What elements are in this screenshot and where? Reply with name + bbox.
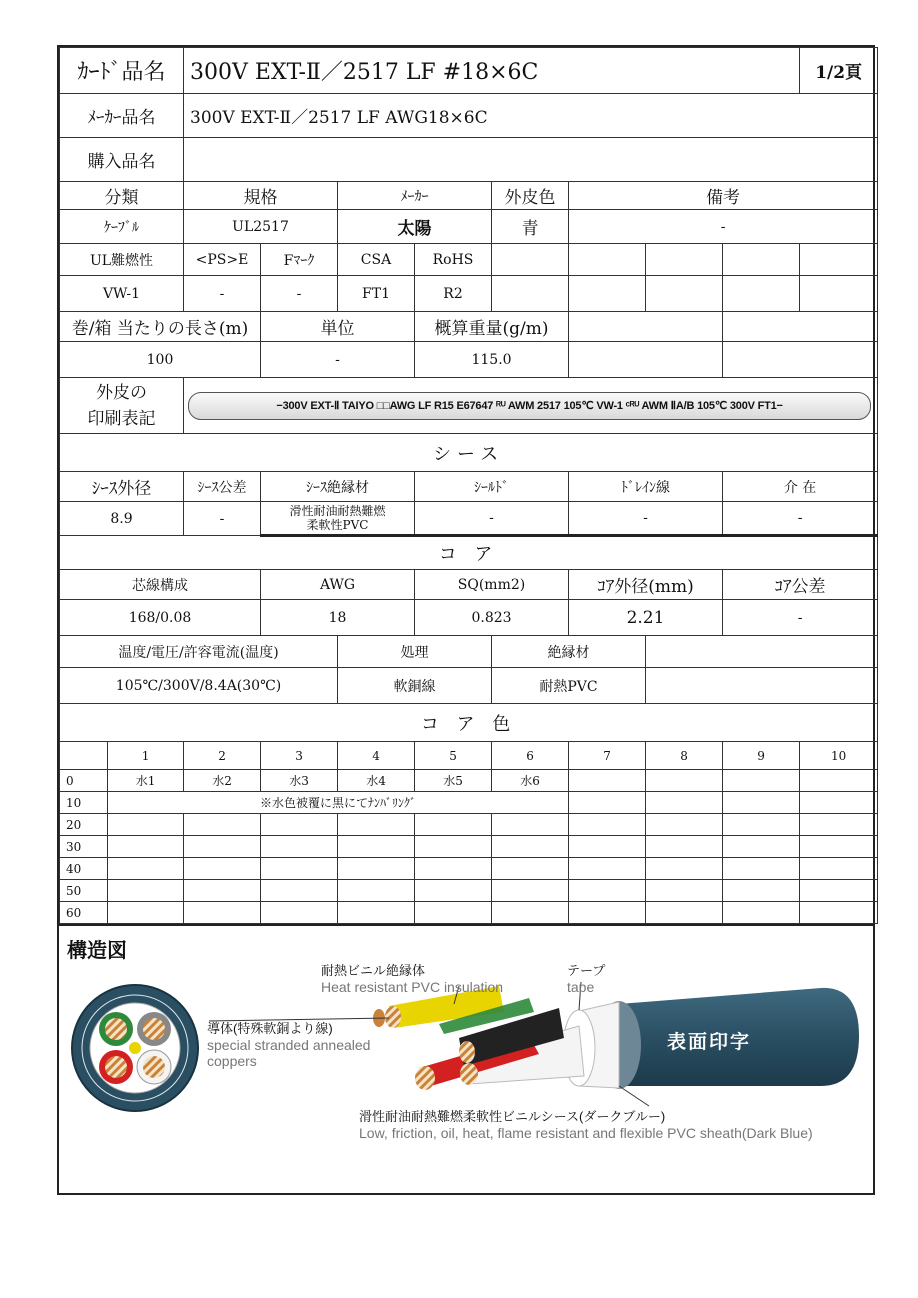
core-header-tolerance: ｺｱ公差 (723, 570, 878, 600)
spec-category: ｹｰﾌﾞﾙ (60, 210, 184, 244)
core-color-cell (415, 902, 492, 924)
print-label-line2: 印刷表記 (87, 408, 156, 429)
core-color-cell (723, 814, 800, 836)
core-color-col-5: 5 (415, 742, 492, 770)
insulation-label-jp: 耐熱ビニル絶縁体 (321, 963, 426, 978)
empty-cell (723, 342, 878, 378)
core-color-cell (646, 792, 723, 814)
core-color-cell (800, 836, 878, 858)
core-temp: 105℃/300V/8.4A(30℃) (60, 668, 338, 704)
weight-value: 115.0 (415, 342, 569, 378)
spec-header-color: 外皮色 (492, 182, 569, 210)
sheath-material-line1: 滑性耐油耐熱難燃 (289, 504, 386, 518)
core-color-section-title: コ ア 色 (60, 704, 878, 742)
core-color-cell (184, 902, 261, 924)
spec-maker: 太陽 (338, 210, 492, 244)
print-label (60, 378, 184, 434)
sheath-header-material: ｼｰｽ絶縁材 (261, 472, 415, 502)
core-section-title: コ ア (60, 536, 878, 570)
length-value: 100 (60, 342, 261, 378)
sheath-material-line2: 柔軟性PVC (306, 518, 369, 532)
core-color-row-label: 20 (60, 814, 108, 836)
empty-cell (723, 312, 878, 342)
sheath-shield: - (415, 502, 569, 536)
spec-header-category: 分類 (60, 182, 184, 210)
page-number: 1/2頁 (800, 48, 878, 94)
cert-csa: FT1 (338, 276, 415, 312)
core-color-cell (261, 858, 338, 880)
core-tolerance: - (723, 600, 878, 636)
core-color-cell (108, 836, 184, 858)
core-color-cell (492, 836, 569, 858)
core-color-col-8: 8 (646, 742, 723, 770)
sheath-label (359, 1110, 813, 1141)
tape-label-en: tape (567, 978, 595, 995)
empty-cell (569, 342, 723, 378)
core-color-cell (569, 770, 646, 792)
core-color-cell (108, 858, 184, 880)
spec-standard: UL2517 (184, 210, 338, 244)
core-treatment: 軟銅線 (338, 668, 492, 704)
spec-remarks: - (569, 210, 878, 244)
sheath-label-en: Low, friction, oil, heat, flame resistant and flexible PVC sheath(Dark Blue) (359, 1124, 813, 1141)
core-color-cell (569, 836, 646, 858)
core-color-cell (646, 770, 723, 792)
sheath-header-tolerance: ｼｰｽ公差 (184, 472, 261, 502)
structure-diagram (59, 924, 873, 1188)
core-insulation: 耐熱PVC (492, 668, 646, 704)
sheath-label-jp: 滑性耐油耐熱難燃柔軟性ビニルシース(ダークブルー) (359, 1109, 666, 1124)
core-color-cell (800, 902, 878, 924)
maker-name-label: ﾒｰｶｰ品名 (60, 94, 184, 138)
core-color-cell (723, 902, 800, 924)
core-color-cell (800, 792, 878, 814)
length-header: 巻/箱 当たりの長さ(m) (60, 312, 261, 342)
empty-cell (646, 636, 878, 668)
core-color-cell (338, 880, 415, 902)
core-color-row-label: 30 (60, 836, 108, 858)
core-color-cell (338, 814, 415, 836)
core-color-cell (800, 880, 878, 902)
core-color-cell (492, 814, 569, 836)
core-header-sq: SQ(mm2) (415, 570, 569, 600)
cert-empty-cell (723, 244, 800, 276)
core-color-col-6: 6 (492, 742, 569, 770)
core-color-cell (261, 880, 338, 902)
print-label-line1: 外皮の (96, 382, 147, 403)
sheath-header-shield: ｼｰﾙﾄﾞ (415, 472, 569, 502)
core-color-cell (800, 858, 878, 880)
core-color-cell (338, 836, 415, 858)
core-color-cell (184, 858, 261, 880)
sheath-section-title: シース (60, 434, 878, 472)
core-color-cell: 水6 (492, 770, 569, 792)
spec-color: 青 (492, 210, 569, 244)
insulation-label (321, 964, 503, 995)
core-color-cell (646, 880, 723, 902)
insulation-label-en: Heat resistant PVC insulation (321, 978, 504, 995)
purchase-name (184, 138, 878, 182)
cert-empty-cell (800, 276, 878, 312)
core-color-cell (184, 836, 261, 858)
core-color-col-9: 9 (723, 742, 800, 770)
core-color-cell: 水2 (184, 770, 261, 792)
core-color-cell: 水5 (415, 770, 492, 792)
spec-table (59, 47, 878, 924)
cert-header-rohs: RoHS (415, 244, 492, 276)
tape-label-jp: テープ (567, 963, 606, 978)
core-color-cell: 水4 (338, 770, 415, 792)
tape-label (567, 964, 605, 995)
cert-empty-cell (646, 276, 723, 312)
core-color-row-label: 0 (60, 770, 108, 792)
core-color-cell (569, 858, 646, 880)
core-color-cell (646, 902, 723, 924)
core-color-row-label: 60 (60, 902, 108, 924)
cert-rohs: R2 (415, 276, 492, 312)
sheath-header-drain: ﾄﾞﾚｲﾝ線 (569, 472, 723, 502)
core-od: 2.21 (569, 600, 723, 636)
cert-empty-cell (569, 276, 646, 312)
core-sq: 0.823 (415, 600, 569, 636)
core-color-cell (261, 902, 338, 924)
print-marking-cell (184, 378, 878, 434)
core-header-strand: 芯線構成 (60, 570, 261, 600)
purchase-name-label: 購入品名 (60, 138, 184, 182)
core-color-cell (108, 880, 184, 902)
core-color-cell (338, 858, 415, 880)
core-color-cell (415, 836, 492, 858)
unit-header: 単位 (261, 312, 415, 342)
core-header-insulation: 絶縁材 (492, 636, 646, 668)
cert-empty-cell (800, 244, 878, 276)
core-color-cell (108, 902, 184, 924)
cert-header-fmark: Fﾏｰｸ (261, 244, 338, 276)
core-color-row-label: 10 (60, 792, 108, 814)
core-color-cell (569, 902, 646, 924)
core-color-cell (800, 770, 878, 792)
core-color-col-3: 3 (261, 742, 338, 770)
cert-fmark: - (261, 276, 338, 312)
sheath-filler: - (723, 502, 878, 536)
conductor-label (207, 1022, 370, 1069)
maker-name: 300V EXT-Ⅱ／2517 LF AWG18×6C (184, 94, 878, 138)
core-color-cell (646, 858, 723, 880)
core-color-cell (569, 792, 646, 814)
spec-header-standard: 規格 (184, 182, 338, 210)
card-name: 300V EXT-Ⅱ／2517 LF #18×6C (184, 48, 800, 94)
core-awg: 18 (261, 600, 415, 636)
core-color-cell (415, 858, 492, 880)
sheath-od: 8.9 (60, 502, 184, 536)
spec-header-maker: ﾒｰｶｰ (338, 182, 492, 210)
card-name-label: ｶｰﾄﾞ品名 (60, 48, 184, 94)
core-color-cell (184, 814, 261, 836)
empty-cell (646, 668, 878, 704)
spec-header-remarks: 備考 (569, 182, 878, 210)
core-color-cell (569, 814, 646, 836)
core-color-cell: 水1 (108, 770, 184, 792)
core-color-cell (646, 836, 723, 858)
cert-ul: VW-1 (60, 276, 184, 312)
core-color-row-label: 40 (60, 858, 108, 880)
core-color-cell (646, 814, 723, 836)
surface-print-label: 表面印字 (667, 1032, 752, 1053)
core-color-cell (184, 880, 261, 902)
core-color-cell (723, 792, 800, 814)
core-header-awg: AWG (261, 570, 415, 600)
cert-header-pse: <PS>E (184, 244, 261, 276)
cross-section-icon (72, 985, 198, 1111)
core-color-cell (723, 770, 800, 792)
core-color-cell (492, 880, 569, 902)
core-header-temp: 温度/電圧/許容電流(温度) (60, 636, 338, 668)
core-color-cell (338, 902, 415, 924)
cert-pse: - (184, 276, 261, 312)
sheath-header-filler: 介 在 (723, 472, 878, 502)
core-color-cell (800, 814, 878, 836)
cert-empty-cell (492, 276, 569, 312)
conductor-label-en-1: special stranded annealed (207, 1036, 371, 1053)
core-color-cell (415, 814, 492, 836)
cable-cutaway-icon (373, 986, 859, 1090)
core-color-cell: 水3 (261, 770, 338, 792)
core-color-col-10: 10 (800, 742, 878, 770)
core-color-cell (723, 858, 800, 880)
sheath-material (261, 502, 415, 536)
cert-empty-cell (569, 244, 646, 276)
core-color-col-2: 2 (184, 742, 261, 770)
core-color-col-7: 7 (569, 742, 646, 770)
core-color-note: ※水色被覆に黒にてﾅﾝﾊﾞﾘﾝｸﾞ (108, 792, 569, 814)
spec-sheet (57, 45, 875, 1195)
print-marking: −300V EXT-Ⅱ TAIYO □□AWG LF R15 E67647 ᴿᵁ AWM 2517 105℃ VW-1 ᶜᴿᵁ AWM ⅡA/B 105℃ 300V FT1− (188, 392, 871, 420)
conductor-label-en-2: coppers (207, 1053, 257, 1070)
core-color-cell (261, 814, 338, 836)
core-color-cell (492, 902, 569, 924)
core-color-col-4: 4 (338, 742, 415, 770)
conductor-label-jp: 導体(特殊軟銅より線) (207, 1021, 333, 1036)
cert-empty-cell (492, 244, 569, 276)
cert-empty-cell (723, 276, 800, 312)
core-color-cell (723, 836, 800, 858)
sheath-header-od: ｼｰｽ外径 (60, 472, 184, 502)
core-color-cell (569, 880, 646, 902)
sheath-tolerance: - (184, 502, 261, 536)
cert-empty-cell (646, 244, 723, 276)
core-color-row-label: 50 (60, 880, 108, 902)
core-color-col-1: 1 (108, 742, 184, 770)
core-color-cell (415, 880, 492, 902)
core-color-cell (492, 858, 569, 880)
cert-header-csa: CSA (338, 244, 415, 276)
core-color-corner (60, 742, 108, 770)
core-header-od: ｺｱ外径(mm) (569, 570, 723, 600)
core-strand: 168/0.08 (60, 600, 261, 636)
weight-header: 概算重量(g/m) (415, 312, 569, 342)
empty-cell (569, 312, 723, 342)
core-color-cell (108, 814, 184, 836)
cert-header-ul: UL難燃性 (60, 244, 184, 276)
unit-value: - (261, 342, 415, 378)
core-header-treatment: 処理 (338, 636, 492, 668)
core-color-cell (261, 836, 338, 858)
sheath-drain: - (569, 502, 723, 536)
structure-diagram-title: 構造図 (67, 938, 127, 962)
core-color-cell (723, 880, 800, 902)
